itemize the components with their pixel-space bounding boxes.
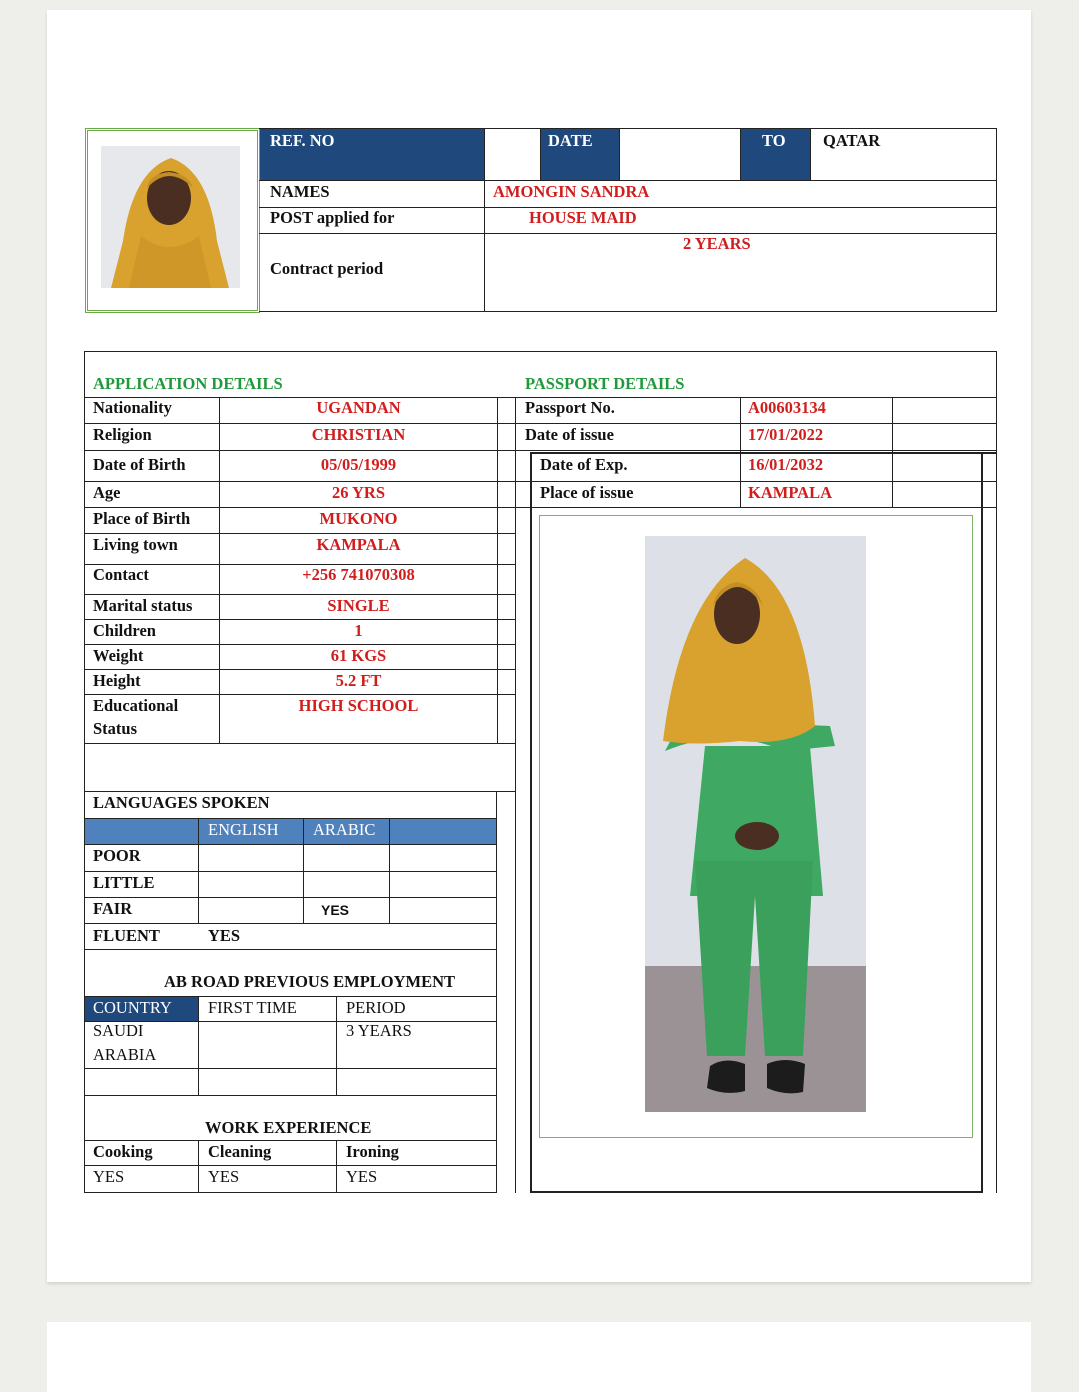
fluent-english-value: YES	[208, 926, 241, 945]
full-body-photo	[645, 536, 866, 1112]
dob-label: Date of Birth	[93, 455, 186, 474]
nationality-value: UGANDAN	[316, 398, 401, 417]
date-label: DATE	[548, 131, 593, 150]
language-col-english: ENGLISH	[208, 820, 279, 839]
employment-col-first-time: FIRST TIME	[208, 998, 297, 1017]
contact-value: +256 741070308	[302, 565, 415, 584]
level-fair: FAIR	[93, 899, 133, 918]
contract-value: 2 YEARS	[683, 234, 751, 253]
headshot-photo	[101, 146, 240, 288]
passport-no-label: Passport No.	[525, 398, 615, 417]
post-label: POST applied for	[270, 208, 395, 227]
level-poor: POOR	[93, 846, 141, 865]
employment-country-line1: SAUDI	[93, 1021, 144, 1040]
work-col-cleaning: Cleaning	[208, 1142, 272, 1161]
contact-label: Contact	[93, 565, 149, 584]
religion-label: Religion	[93, 425, 152, 444]
expiry-date-label: Date of Exp.	[540, 455, 628, 474]
ref-no-label: REF. NO	[270, 131, 335, 150]
age-label: Age	[93, 483, 121, 502]
work-cooking-value: YES	[93, 1167, 125, 1186]
nationality-label: Nationality	[93, 398, 172, 417]
languages-title: LANGUAGES SPOKEN	[93, 793, 270, 812]
application-details-title: APPLICATION DETAILS	[93, 374, 283, 393]
employment-col-period: PERIOD	[346, 998, 406, 1017]
educational-label: Educational	[93, 696, 179, 715]
religion-value: CHRISTIAN	[311, 425, 406, 444]
post-value: HOUSE MAID	[529, 208, 637, 227]
dob-value: 05/05/1999	[320, 455, 397, 474]
work-col-cooking: Cooking	[93, 1142, 153, 1161]
issue-date-value: 17/01/2022	[748, 425, 824, 444]
weight-value: 61 KGS	[330, 646, 387, 665]
contract-label: Contract period	[270, 259, 384, 278]
marital-status-value: SINGLE	[327, 596, 390, 615]
level-little: LITTLE	[93, 873, 155, 892]
next-page	[47, 1322, 1031, 1392]
passport-no-value: A00603134	[748, 398, 826, 417]
place-of-issue-value: KAMPALA	[748, 483, 833, 502]
employment-col-country: COUNTRY	[93, 998, 172, 1017]
expiry-date-value: 16/01/2032	[748, 455, 824, 474]
work-experience-title: WORK EXPERIENCE	[205, 1118, 372, 1137]
marital-status-label: Marital status	[93, 596, 193, 615]
children-value: 1	[354, 621, 363, 640]
names-value: AMONGIN SANDRA	[493, 182, 650, 201]
work-ironing-value: YES	[346, 1167, 378, 1186]
level-fluent: FLUENT	[93, 926, 160, 945]
languages-header-row	[85, 819, 496, 844]
employment-period-value: 3 YEARS	[346, 1021, 412, 1040]
employment-country-line2: ARABIA	[93, 1045, 157, 1064]
children-label: Children	[93, 621, 156, 640]
weight-label: Weight	[93, 646, 144, 665]
passport-details-title: PASSPORT DETAILS	[525, 374, 685, 393]
language-col-arabic: ARABIC	[313, 820, 376, 839]
height-label: Height	[93, 671, 141, 690]
educational-label-line2: Status	[93, 719, 138, 738]
place-of-birth-label: Place of Birth	[93, 509, 191, 528]
living-town-value: KAMPALA	[316, 535, 401, 554]
issue-date-label: Date of issue	[525, 425, 614, 444]
place-of-issue-label: Place of issue	[540, 483, 634, 502]
place-of-birth-value: MUKONO	[319, 509, 398, 528]
living-town-label: Living town	[93, 535, 178, 554]
fair-arabic-value: YES	[321, 902, 350, 918]
educational-value: HIGH SCHOOL	[298, 696, 419, 715]
age-value: 26 YRS	[331, 483, 386, 502]
work-cleaning-value: YES	[208, 1167, 240, 1186]
employment-title: AB ROAD PREVIOUS EMPLOYMENT	[164, 972, 456, 991]
height-value: 5.2 FT	[335, 671, 382, 690]
to-label: TO	[762, 131, 786, 150]
names-label: NAMES	[270, 182, 330, 201]
work-col-ironing: Ironing	[346, 1142, 399, 1161]
to-value: QATAR	[823, 131, 881, 150]
